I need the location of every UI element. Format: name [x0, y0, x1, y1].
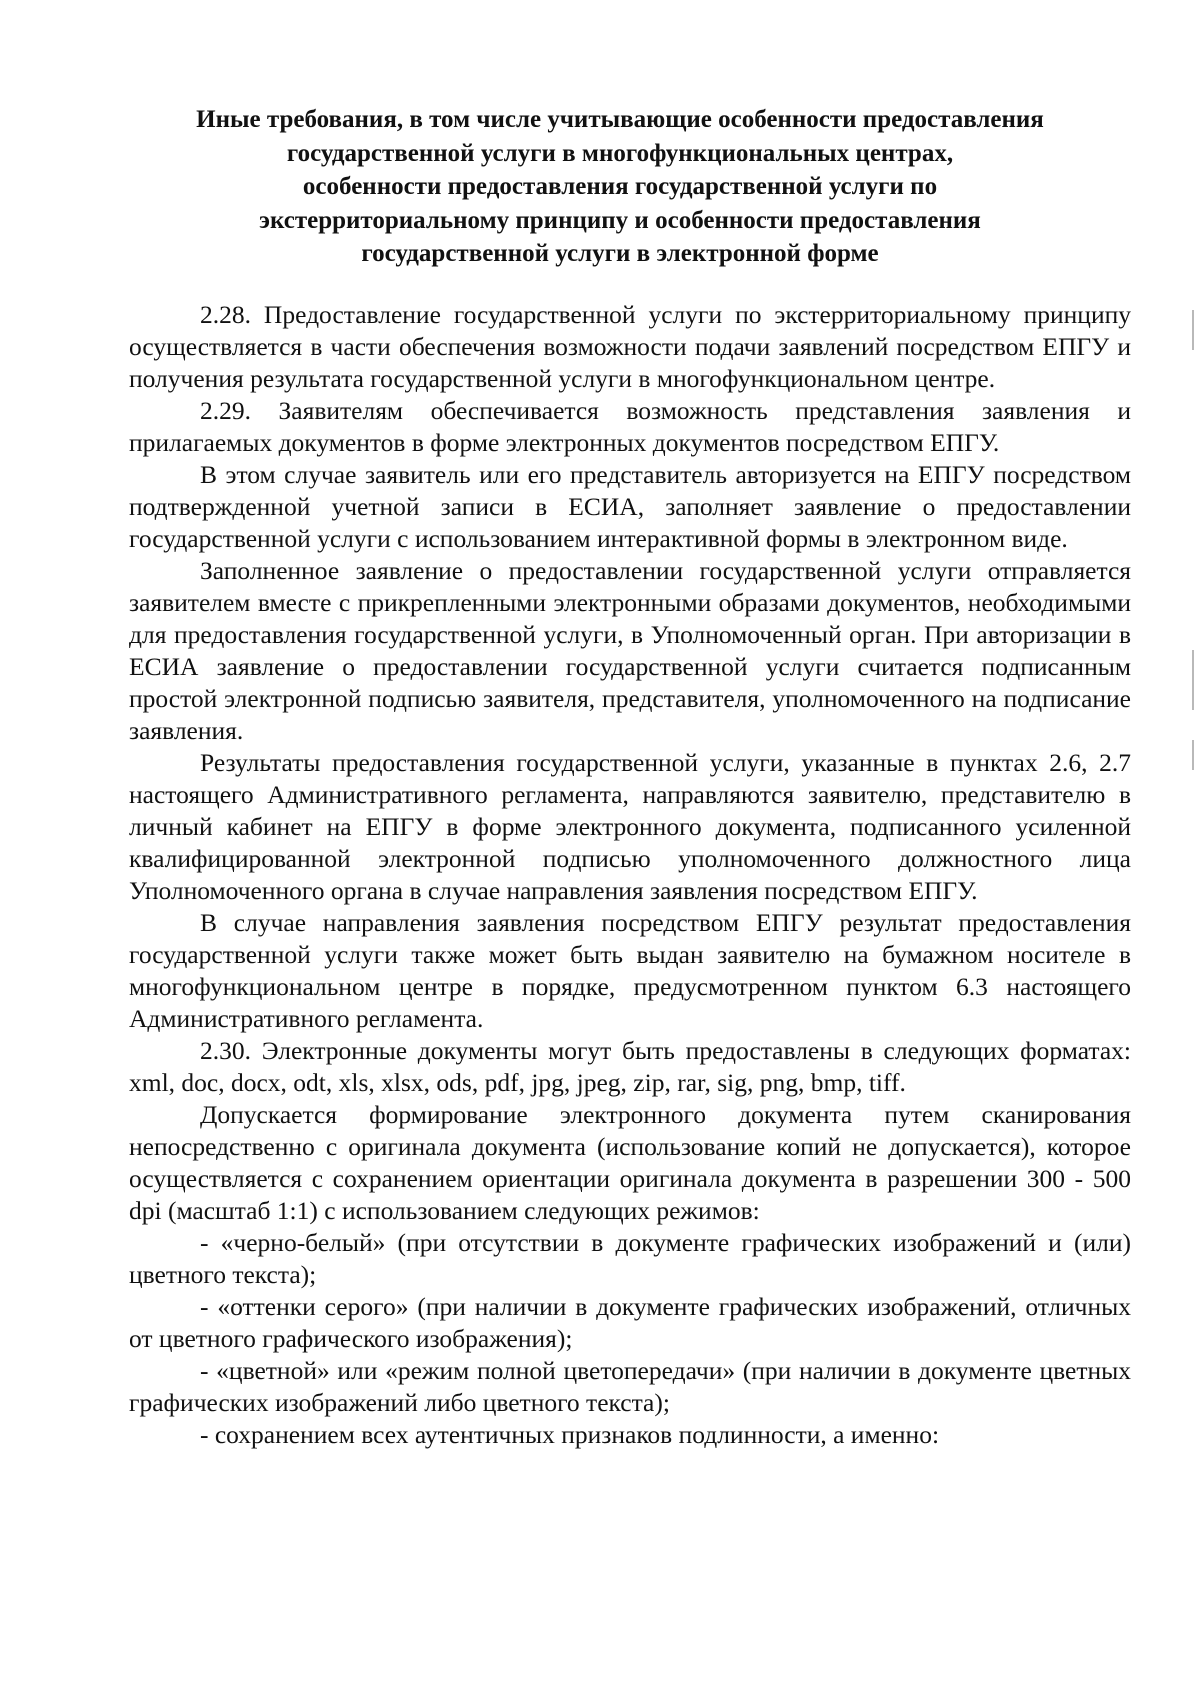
- list-item-grayscale: - «оттенки серого» (при наличии в документе графических изображений, отличных от цветного графического изображения);: [129, 1292, 1131, 1353]
- scan-artifact: [1192, 310, 1194, 350]
- list-item-authenticity: - сохранением всех аутентичных признаков подлинности, а именно:: [200, 1420, 940, 1449]
- heading-line: экстерриториальному принципу и особенности предоставления: [259, 206, 981, 234]
- paragraph-scanning: Допускается формирование электронного документа путем сканирования непосредственно с оригинала документа (использование копий не допускается), которое осуществляется с сохранением ориентации оригинала документа в разрешении 300 - 500 dpi (масштаб 1:1) с использованием следующих режимов:: [129, 1100, 1131, 1225]
- scan-artifact: [1192, 740, 1194, 770]
- section-heading: [120, 103, 1120, 271]
- list-item-black-white: - «черно-белый» (при отсутствии в документе графических изображений и (или) цветного текста);: [129, 1228, 1131, 1289]
- heading-line: государственной услуги в электронной форме: [361, 240, 879, 267]
- scan-artifact: [1192, 650, 1194, 710]
- heading-line: особенности предоставления государственной услуги по: [302, 173, 938, 200]
- heading-line: Иные требования, в том числе учитывающие особенности предоставления: [196, 106, 1044, 133]
- paragraph-paper-result: В случае направления заявления посредством ЕПГУ результат предоставления государственной услуги также может быть выдан заявителю на бумажном носителе в многофункциональном центре в порядке, предусмотренном пунктом 6.3 настоящего Административного регламента.: [129, 908, 1131, 1033]
- paragraph-filled-application: Заполненное заявление о предоставлении государственной услуги отправляется заявителем вместе с прикрепленными электронными образами документов, необходимыми для предоставления государственной услуги, в Уполномоченный орган. При авторизации в ЕСИА заявление о предоставлении государственной услуги считается подписанным простой электронной подписью заявителя, представителя, уполномоченного на подписание заявления.: [129, 556, 1131, 745]
- heading-line: государственной услуги в многофункциональных центрах,: [286, 139, 954, 167]
- document-body: [129, 299, 1131, 1451]
- paragraph-results: Результаты предоставления государственной услуги, указанные в пунктах 2.6, 2.7 настоящего Административного регламента, направляются заявителю, представителю в личный кабинет на ЕПГУ в форме электронного документа, подписанного усиленной квалифицированной электронной подписью уполномоченного должностного лица Уполномоченного органа в случае направления заявления посредством ЕПГУ.: [129, 748, 1131, 905]
- paragraph-authorization: В этом случае заявитель или его представитель авторизуется на ЕПГУ посредством подтвержденной учетной записи в ЕСИА, заполняет заявление о предоставлении государственной услуги с использованием интерактивной формы в электронном виде.: [129, 460, 1131, 553]
- list-item-color: - «цветной» или «режим полной цветопередачи» (при наличии в документе цветных графических изображений либо цветного текста);: [129, 1356, 1131, 1417]
- paragraph-2-29: 2.29. Заявителям обеспечивается возможность представления заявления и прилагаемых документов в форме электронных документов посредством ЕПГУ.: [129, 396, 1131, 457]
- paragraph-2-30: 2.30. Электронные документы могут быть предоставлены в следующих форматах: xml, doc, docx, odt, xls, xlsx, ods, pdf, jpg, jpeg, zip, rar, sig, png, bmp, tiff.: [129, 1036, 1131, 1097]
- paragraph-2-28: 2.28. Предоставление государственной услуги по экстерриториальному принципу осуществляется в части обеспечения возможности подачи заявлений посредством ЕПГУ и получения результата государственной услуги в многофункциональном центре.: [129, 300, 1131, 393]
